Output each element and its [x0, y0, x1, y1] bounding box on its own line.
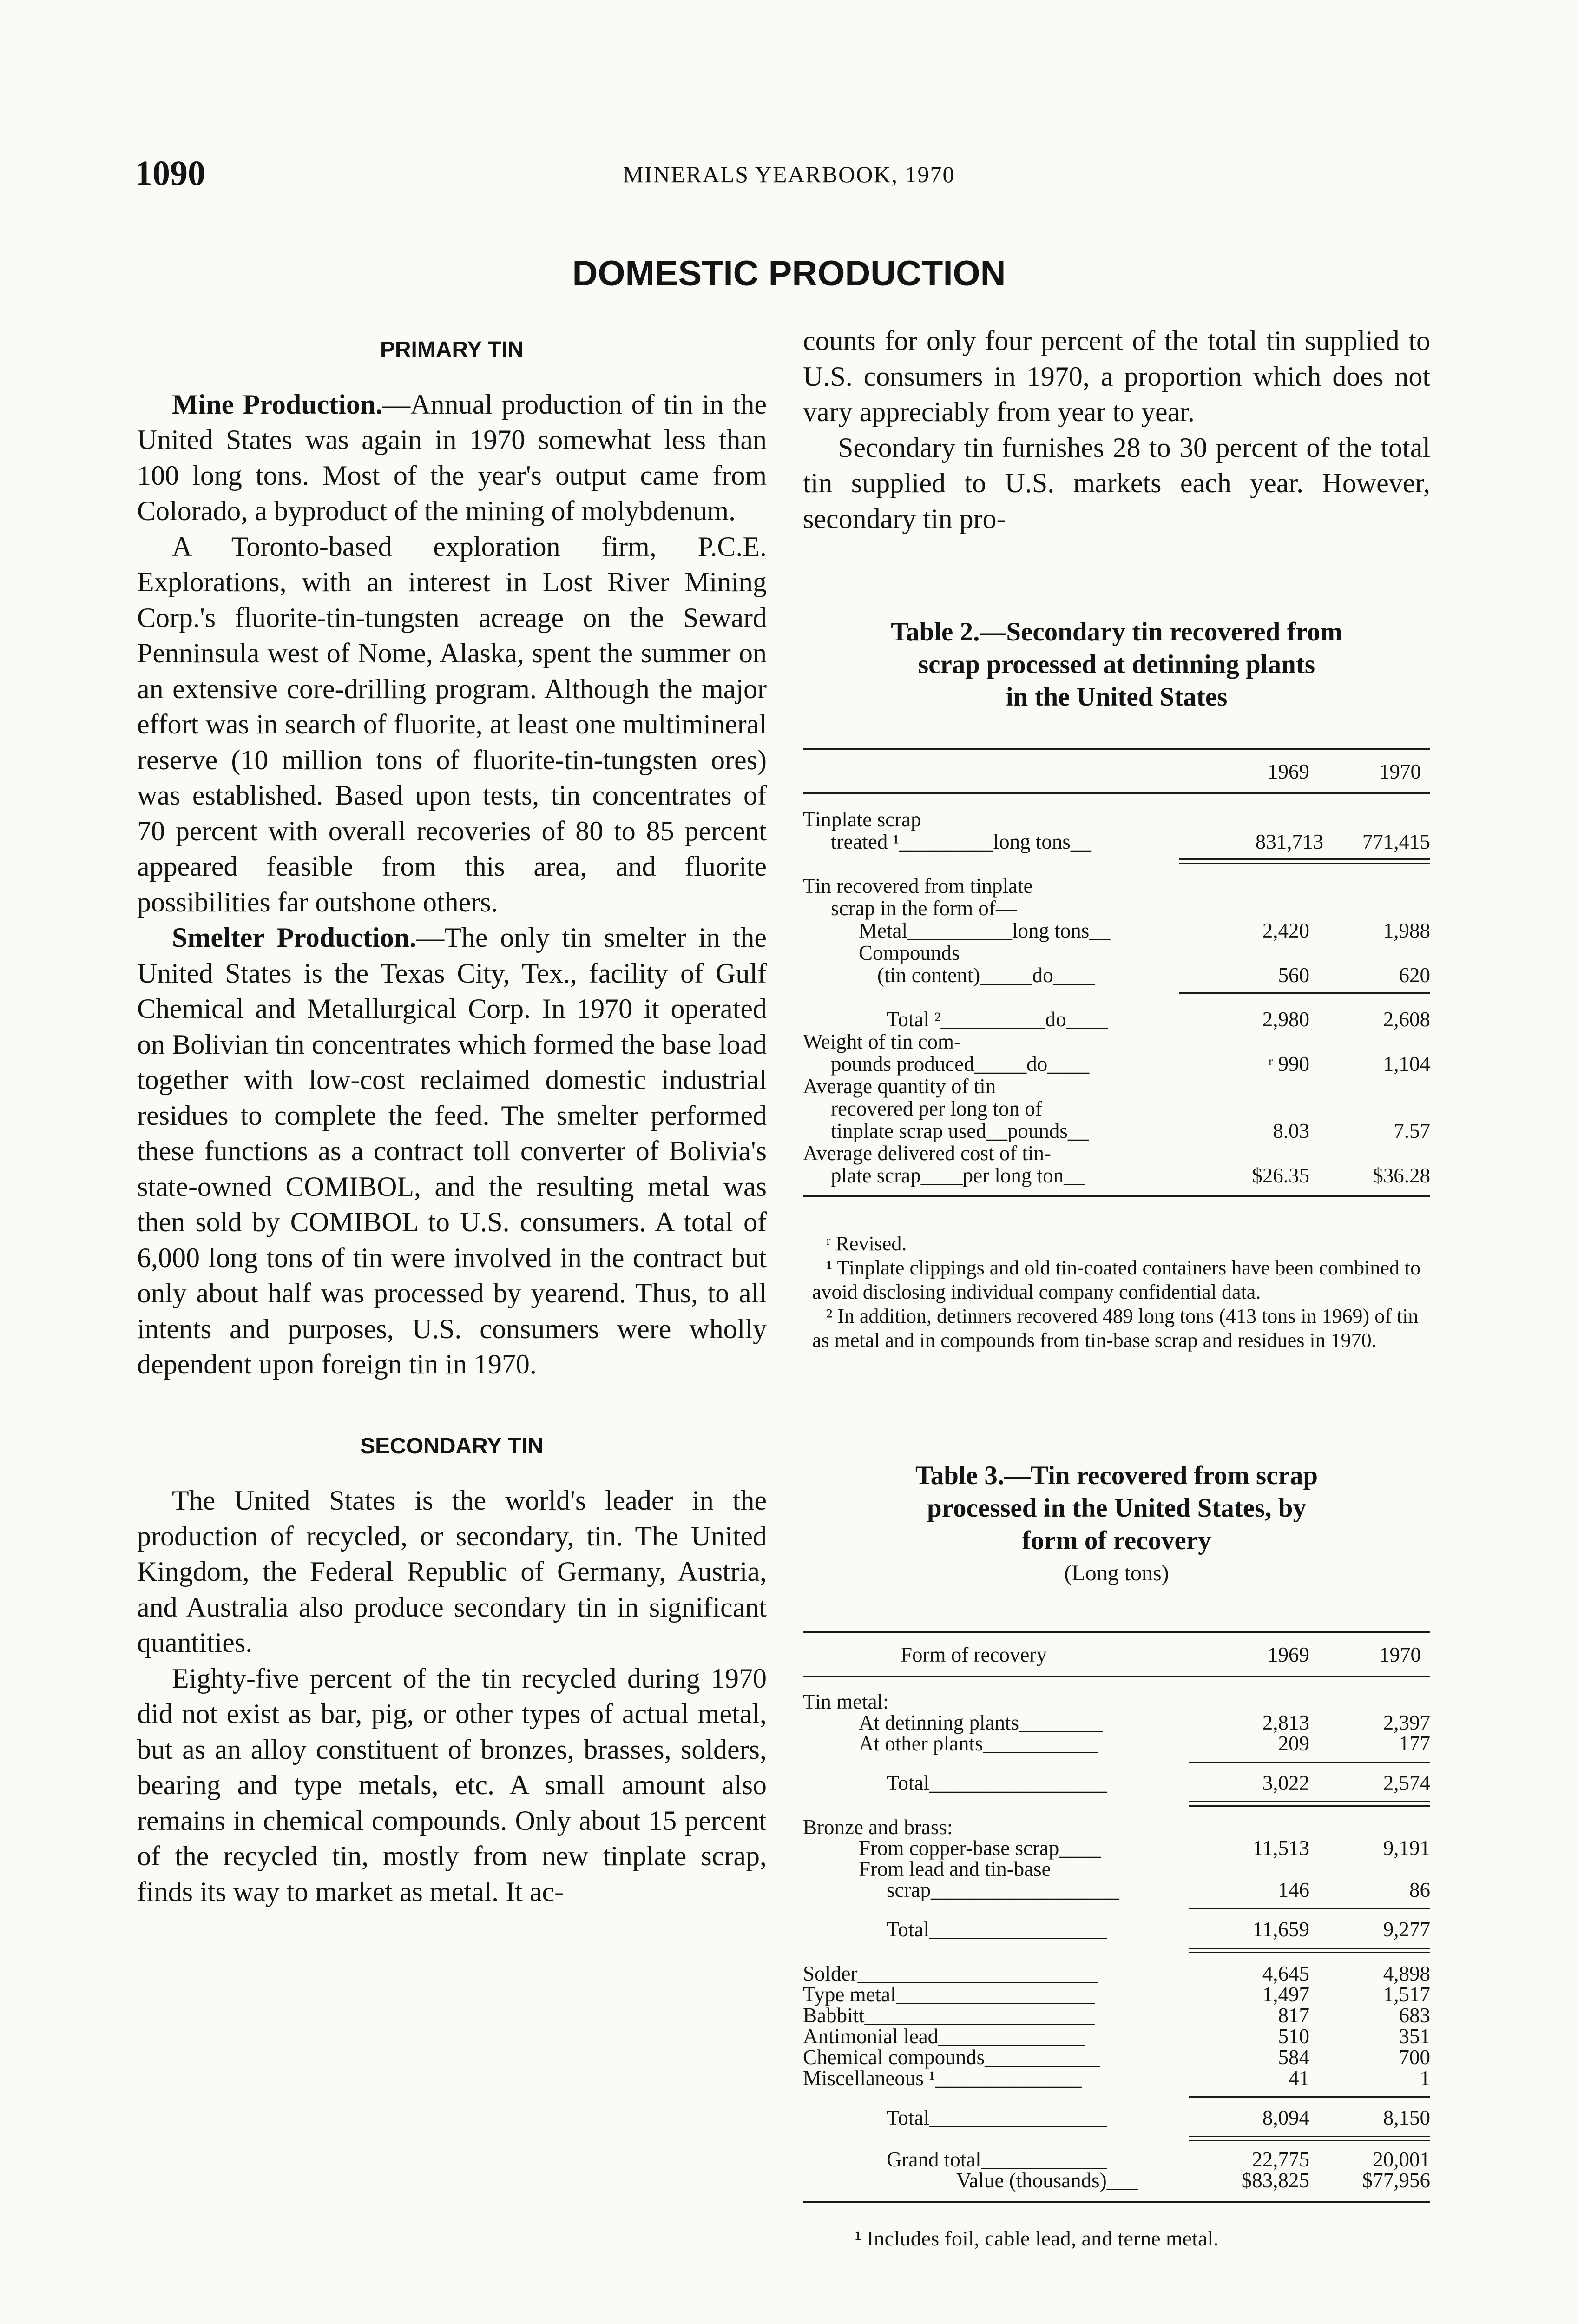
- cell-1969: 209: [1278, 1732, 1309, 1755]
- cell-1969: 3,022: [1262, 1771, 1309, 1795]
- cell-1970: 1,517: [1383, 1983, 1430, 2006]
- row-label: Total_________________: [887, 1918, 1107, 1941]
- right-column: [803, 323, 1430, 536]
- cell-1970: 683: [1399, 2004, 1430, 2027]
- row-label: scrap in the form of—: [831, 897, 1017, 920]
- table2-title: [803, 616, 1430, 713]
- cell-1969: 41: [1289, 2067, 1309, 2090]
- cell-1969: 4,645: [1262, 1962, 1309, 1985]
- row-label: From copper-base scrap____: [859, 1836, 1101, 1860]
- double-rule: [1189, 1801, 1430, 1807]
- smelter-production-lead: Smelter Production.: [172, 922, 417, 953]
- smelter-production-paragraph: [137, 920, 767, 1382]
- cell-1970: 4,898: [1383, 1962, 1430, 1985]
- table3-title-line: form of recovery: [1022, 1526, 1211, 1555]
- column-header-1969: 1969: [1268, 1643, 1309, 1666]
- row-label: recovered per long ton of: [831, 1097, 1042, 1120]
- row-label: (tin content)_____do____: [877, 964, 1095, 987]
- table-note: ² In addition, detinners recovered 489 long tons (413 tons in 1969) of tin as metal and in compounds from tin-base scrap and residues in 1970.: [812, 1305, 1419, 1352]
- column-header-1970: 1970: [1379, 1643, 1421, 1666]
- exploration-paragraph: A Toronto-based exploration firm, P.C.E. Explorations, with an interest in Lost River Mining Corp.'s fluorite-tin-tungsten acreage on the Seward Penninsula west of Nome, Alaska, spent the summer on an extensive core-drilling program. Although the major effort was in search of fluorite, at least one multimineral reserve (10 million tons of fluorite-tin-tungsten ores) was established. Based upon tests, tin concentrates of 70 percent with overall recoveries of 80 to 85 percent appeared feasible from this area, and fluorite possibilities far outshone others.: [137, 531, 767, 918]
- cell-1969: 146: [1278, 1878, 1309, 1901]
- sum-rule: [1179, 992, 1430, 994]
- table3-footnote: [841, 2226, 1430, 2251]
- row-label: Total ²__________do____: [887, 1008, 1108, 1031]
- table3-unit: (Long tons): [1064, 1561, 1169, 1585]
- cell-1970: 2,608: [1383, 1008, 1430, 1031]
- cell-1969: 2,980: [1262, 1008, 1309, 1031]
- cell-1969: 1,497: [1262, 1983, 1309, 2006]
- row-label: Chemical compounds___________: [803, 2046, 1100, 2069]
- table2-notes: [812, 1232, 1430, 1353]
- row-label: Total_________________: [887, 1771, 1107, 1795]
- cell-1969: 831,713: [1255, 830, 1323, 853]
- table-rule: [803, 2201, 1430, 2203]
- table-rule: [803, 1676, 1430, 1677]
- table3-title-line: Table 3.—Tin recovered from scrap: [915, 1461, 1318, 1490]
- cell-1969: 11,513: [1252, 1836, 1309, 1860]
- cell-1970: 700: [1399, 2046, 1430, 2069]
- column-header-form: Form of recovery: [901, 1643, 1047, 1666]
- row-label: Value (thousands)___: [956, 2169, 1138, 2192]
- cell-1970: $36.28: [1373, 1164, 1430, 1187]
- row-label: Average delivered cost of tin-: [803, 1142, 1051, 1165]
- cell-1970: 620: [1399, 964, 1430, 987]
- cell-1970: 7.57: [1394, 1119, 1430, 1142]
- cell-1969: 584: [1278, 2046, 1309, 2069]
- sum-rule: [1189, 1908, 1430, 1909]
- primary-tin-heading: PRIMARY TIN: [380, 337, 524, 362]
- row-label: Total_________________: [887, 2106, 1107, 2129]
- double-rule: [1189, 2136, 1430, 2141]
- row-label: scrap__________________: [887, 1878, 1119, 1901]
- cell-1969: 11,659: [1252, 1918, 1309, 1941]
- double-rule: [1189, 1948, 1430, 1953]
- mine-production-paragraph: [137, 387, 767, 529]
- table2-title-line: in the United States: [1006, 682, 1228, 712]
- table2-title-line: Table 2.—Secondary tin recovered from: [891, 617, 1342, 647]
- cell-1969: $26.35: [1252, 1164, 1309, 1187]
- table-rule: [803, 1631, 1430, 1633]
- row-label: Bronze and brass:: [803, 1816, 953, 1839]
- cell-1969: 817: [1278, 2004, 1309, 2027]
- cell-1969: 2,813: [1262, 1711, 1309, 1734]
- row-label: Metal__________long tons__: [859, 919, 1111, 942]
- cell-1969: ʳ 990: [1268, 1052, 1309, 1076]
- cell-1970: 177: [1399, 1732, 1430, 1755]
- cell-1970: 2,574: [1383, 1771, 1430, 1795]
- table-rule: [803, 792, 1430, 794]
- row-label: Type metal___________________: [803, 1983, 1095, 2006]
- world-leader-paragraph: The United States is the world's leader in the production of recycled, or secondary, tin. The United Kingdom, the Federal Republic of Germany, Austria, and Australia also produce secondary tin in significant quantities.: [137, 1485, 767, 1658]
- cell-1970: 20,001: [1373, 2148, 1430, 2171]
- table3-title-line: processed in the United States, by: [927, 1493, 1306, 1523]
- recycled-tin-paragraph: Eighty-five percent of the tin recycled during 1970 did not exist as bar, pig, or other types of actual metal, but as an alloy constituent of bronzes, brasses, solders, bearing and type metals, etc. A small amount also remains in chemical compounds. Only about 15 percent of the recycled tin, mostly from new tinplate scrap, finds its way to market as metal. It ac-: [137, 1663, 767, 1907]
- sum-rule: [1189, 2096, 1430, 2098]
- cell-1970: 9,277: [1383, 1918, 1430, 1941]
- cell-1970: 8,150: [1383, 2106, 1430, 2129]
- row-label: Tin recovered from tinplate: [803, 874, 1033, 898]
- secondary-supply-paragraph: Secondary tin furnishes 28 to 30 percent of the total tin supplied to U.S. markets each year. However, secondary tin pro-: [803, 432, 1430, 534]
- table-rule: [803, 1195, 1430, 1197]
- running-title: MINERALS YEARBOOK, 1970: [623, 161, 955, 187]
- mine-production-text: —Annual production of tin in the United States was again in 1970 somewhat less than 100 long tons. Most of the year's output came from Colorado, a byproduct of the mining of molybdenum.: [137, 389, 767, 526]
- row-label: pounds produced_____do____: [831, 1052, 1090, 1076]
- cell-1969: 2,420: [1262, 919, 1309, 942]
- table2-title-line: scrap processed at detinning plants: [918, 650, 1315, 679]
- section-title: DOMESTIC PRODUCTION: [572, 254, 1006, 293]
- cell-1969: 8.03: [1273, 1119, 1309, 1142]
- left-column: [137, 332, 767, 1909]
- table3-title: [803, 1459, 1430, 1590]
- row-label: Tin metal:: [803, 1690, 889, 1713]
- cell-1970: 1: [1420, 2067, 1430, 2090]
- row-label: tinplate scrap used__pounds__: [831, 1119, 1089, 1142]
- row-label: At detinning plants________: [859, 1711, 1103, 1734]
- mine-production-lead: Mine Production.: [172, 389, 383, 420]
- cell-1970: 2,397: [1383, 1711, 1430, 1734]
- table-rule: [803, 748, 1430, 750]
- secondary-tin-heading: SECONDARY TIN: [360, 1433, 544, 1459]
- cell-1969: 510: [1278, 2025, 1309, 2048]
- row-label: Compounds: [859, 941, 960, 964]
- table-note: ¹ Includes foil, cable lead, and terne metal.: [855, 2226, 1219, 2250]
- row-label: Grand total____________: [887, 2148, 1107, 2171]
- row-label: Average quantity of tin: [803, 1075, 996, 1098]
- row-label: Antimonial lead______________: [803, 2025, 1085, 2048]
- row-label: Tinplate scrap: [803, 808, 921, 831]
- double-rule: [1179, 858, 1430, 864]
- column-header-1970: 1970: [1379, 760, 1421, 783]
- table-note: ¹ Tinplate clippings and old tin-coated containers have been combined to avoid disclosing individual company confidential data.: [812, 1256, 1421, 1303]
- cell-1969: $83,825: [1241, 2169, 1309, 2192]
- cell-1969: 8,094: [1262, 2106, 1309, 2129]
- cell-1969: 560: [1278, 964, 1309, 987]
- row-label: treated ¹_________long tons__: [831, 830, 1091, 853]
- row-label: Babbitt______________________: [803, 2004, 1095, 2027]
- table2: [803, 748, 1430, 1260]
- row-label: From lead and tin-base: [859, 1857, 1051, 1881]
- cell-1970: 351: [1399, 2025, 1430, 2048]
- table-note: ʳ Revised.: [826, 1232, 907, 1255]
- cell-1970: 1,104: [1383, 1052, 1430, 1076]
- cell-1970: 1,988: [1383, 919, 1430, 942]
- cell-1969: 22,775: [1252, 2148, 1309, 2171]
- column-header-1969: 1969: [1268, 760, 1309, 783]
- smelter-production-text: —The only tin smelter in the United States is the Texas City, Tex., facility of Gulf Chemical and Metallurgical Corp. In 1970 it operated on Bolivian tin concentrates which formed the base load together with low-cost reclaimed domestic industrial residues to complete the feed. The smelter performed these functions as a contract toll converter of Bolivia's state-owned COMIBOL, and the resulting metal was then sold by COMIBOL to U.S. consumers. A total of 6,000 long tons of tin were involved in the contract but only about half was processed by yearend. Thus, to all intents and purposes, U.S. consumers were wholly dependent upon foreign tin in 1970.: [137, 922, 767, 1380]
- cell-1970: 86: [1409, 1878, 1430, 1901]
- row-label: Weight of tin com-: [803, 1030, 961, 1053]
- row-label: Miscellaneous ¹______________: [803, 2067, 1082, 2090]
- row-label: plate scrap____per long ton__: [831, 1164, 1085, 1187]
- page-header: [135, 153, 1443, 200]
- cell-1970: $77,956: [1362, 2169, 1430, 2192]
- page-number: 1090: [135, 154, 205, 193]
- table3: [803, 1631, 1430, 2282]
- cell-1970: 9,191: [1383, 1836, 1430, 1860]
- sum-rule: [1189, 1762, 1430, 1763]
- continued-paragraph: counts for only four percent of the total tin supplied to U.S. consumers in 1970, a proportion which does not vary appreciably from year to year.: [803, 325, 1430, 427]
- cell-1970: 771,415: [1362, 830, 1430, 853]
- row-label: Solder_______________________: [803, 1962, 1098, 1985]
- row-label: At other plants___________: [859, 1732, 1098, 1755]
